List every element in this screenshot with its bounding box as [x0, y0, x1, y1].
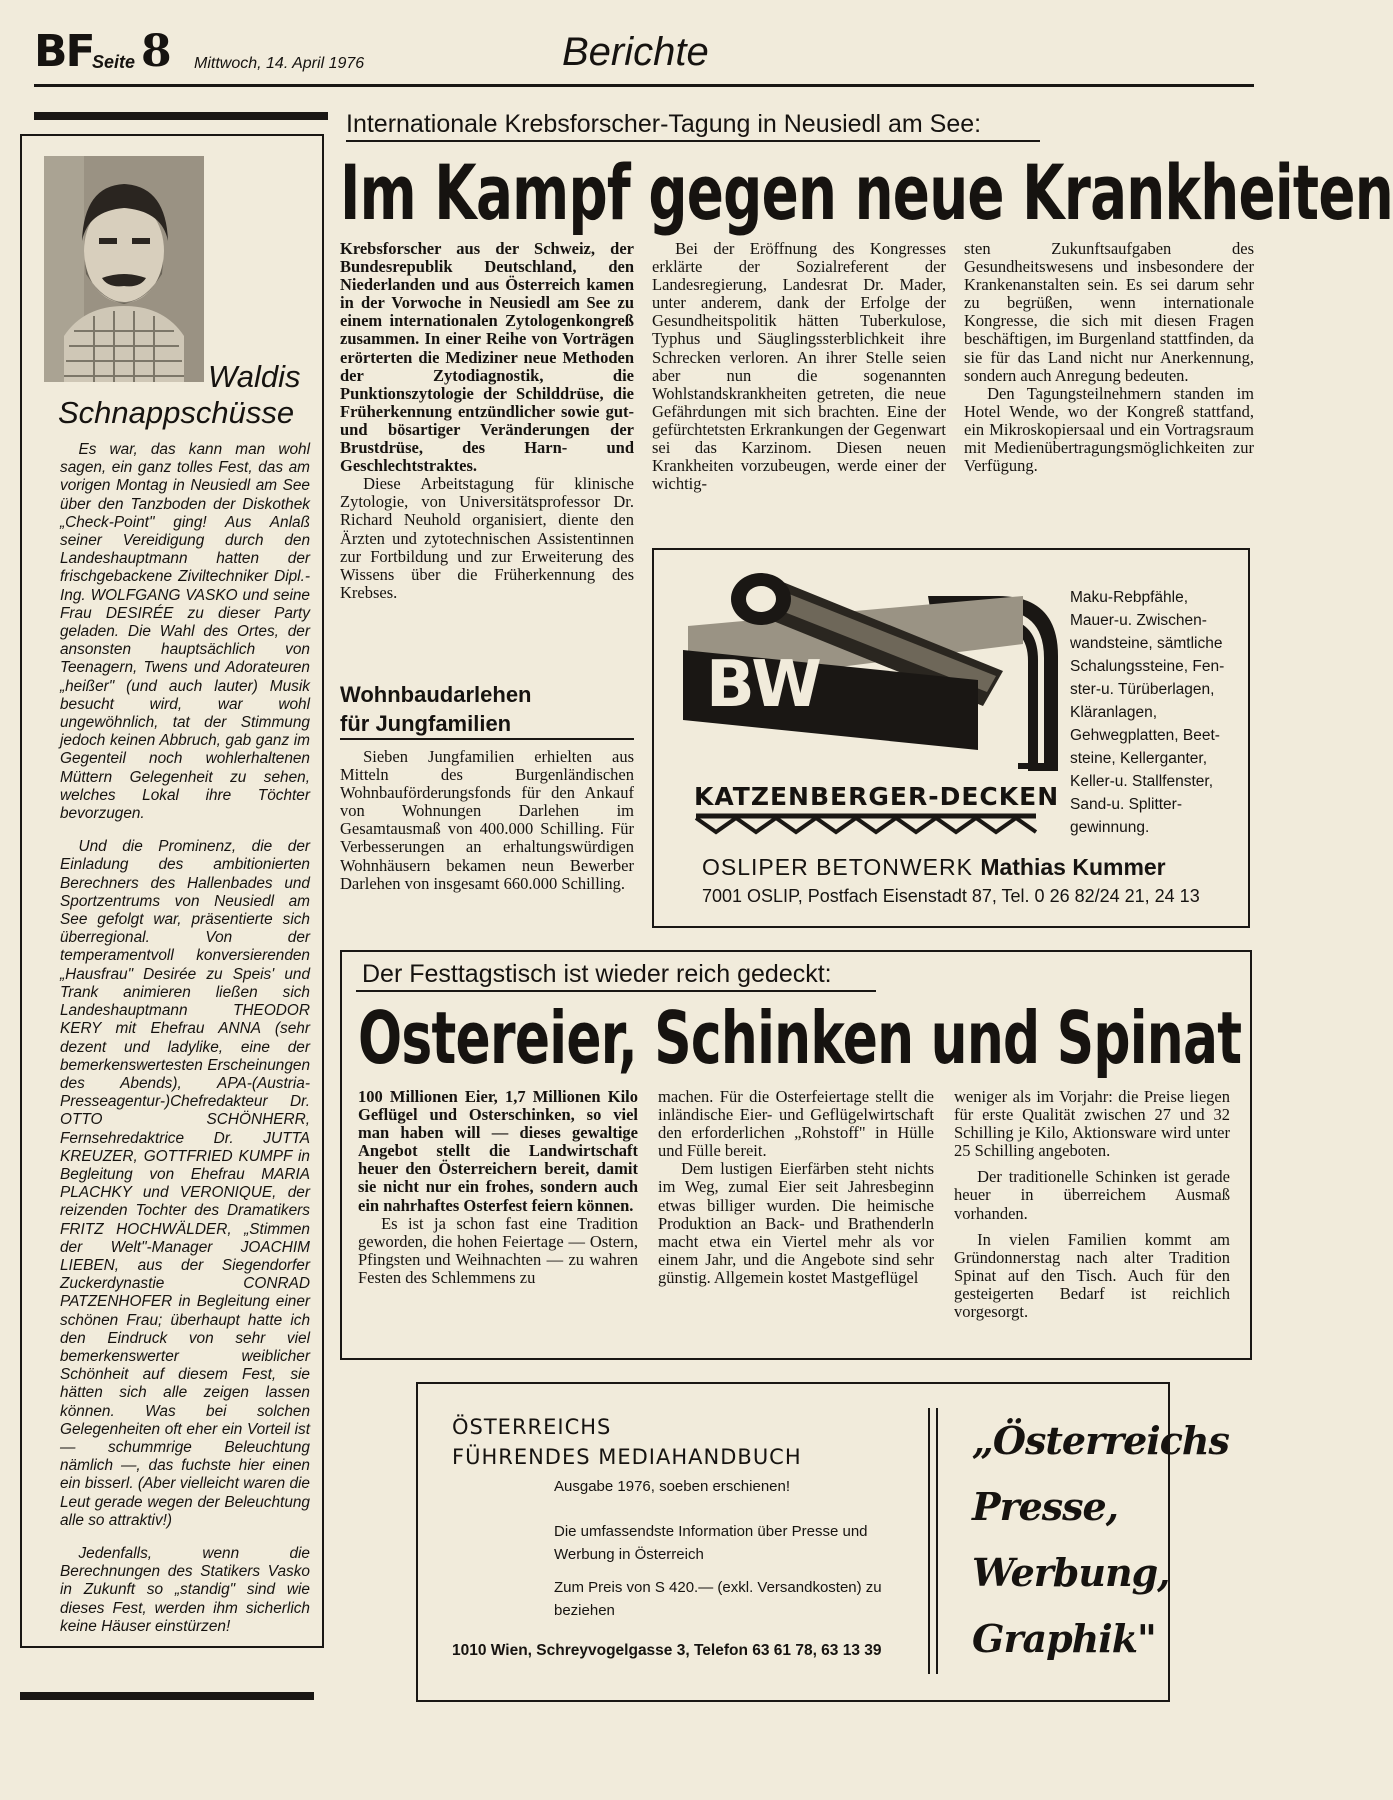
- article1-paragraph: Diese Arbeitstagung für klinische Zytologie, von Universitätsprofessor Dr. Richard Neuhold organisiert, diente den Ärzten und zytotechnischen Assistentinnen zur Fortbildung und zur Erweiterung des Wissens über die Früherkennung des Krebses.: [340, 474, 634, 602]
- paper-logo: BF: [34, 26, 94, 77]
- media-address: 1010 Wien, Schreyvogelgasse 3, Telefon 63 61 78, 63 13 39: [452, 1642, 882, 1659]
- article1-paragraph: Bei der Eröffnung des Kongresses erklärte der Sozialreferent der Landesregierung, Landesrat Dr. Mader, unter anderem, dank der Erfolge der Gesundheitspolitik hätten Tuberkulose, Typhus und Säuglingssterblichkeit ihre Schrecken verloren. An ihrer Stelle seien aber nun die sogenannten Wohlstandskrankheiten getreten, die neue Gefährdungen mit sich brachten. Eine der gefürchtetsten Erkrankungen der Gegenwart sei das Karzinom. Diesen neuen Krankheiten vorzubeugen, werde einer der wichtig-: [652, 239, 946, 494]
- brief-text: Sieben Jungfamilien erhielten aus Mitteln des Burgenländischen Wohnbauförderungsfonds für den Ankauf von Wohnungen Darlehen im Gesamtausmaß von 400.000 Schilling. Für Verbesserungen an erhaltungswürdigen Wohnhäusern bekamen neun Bewerber Darlehen von insgesamt 660.000 Schilling.: [340, 747, 634, 893]
- media-edition: Ausgabe 1976, soeben erschienen!: [554, 1478, 791, 1495]
- bw-company-prefix: OSLIPER BETONWERK: [702, 854, 973, 880]
- article2-kicker: Der Festtagstisch ist wieder reich gedeckt:: [362, 960, 832, 988]
- article2-paragraph: Dem lustigen Eierfärben steht nichts im Weg, zumal Eier seit Jahresbeginn etwas billiger wurden. Die heimische Produktion an Back- und Brathenderln macht etwa ein Viertel mehr als vor einem Jahr, und die Angebote sind sehr günstig. Allgemein kostet Mastgeflügel: [658, 1159, 934, 1287]
- bw-company: [702, 854, 1166, 881]
- media-title-line1: ÖSTERREICHS: [452, 1415, 612, 1439]
- column-body: [60, 441, 310, 1651]
- brief-rule: [340, 738, 634, 740]
- bw-product: Kläranlagen,: [1070, 704, 1158, 721]
- article1-col2: [652, 240, 946, 493]
- media-slogan-line: Werbung,: [972, 1550, 1170, 1595]
- article2-paragraph: weniger als im Vorjahr: die Preise liegen für erste Qualität zwischen 27 und 32 Schilling je Kilo, Aktionsware wird unter 25 Schilling angeboten.: [954, 1087, 1230, 1161]
- article2-paragraph: machen. Für die Osterfeiertage stellt die inländische Eier- und Geflügelwirtschaft den erforderlichen „Rohstoff" in Hülle und Fülle bereit.: [658, 1087, 934, 1161]
- bw-brand: KATZENBERGER-DECKEN: [694, 782, 1060, 811]
- article2-paragraph: Der traditionelle Schinken ist gerade heuer in überreichem Ausmaß vorhanden.: [954, 1167, 1230, 1223]
- article2-lead: 100 Millionen Eier, 1,7 Millionen Kilo Geflügel und Osterschinken, so viel man haben will — dieses gewaltige Angebot stellt die Landwirtschaft heuer den Österreichern bereit, damit sie nicht nur ein frohes, sondern auch ein nahrhaftes Osterfest feiern können.: [358, 1087, 638, 1215]
- bw-product: Gehwegplatten, Beet-: [1070, 727, 1220, 744]
- media-slogan-line: Graphik": [972, 1616, 1156, 1661]
- column-bottom-bar: [20, 1692, 314, 1700]
- article1-paragraph: sten Zukunftsaufgaben des Gesundheitswesens und insbesondere der Krankenanstalten sein. Es sei darum sehr zu begrüßen, wenn internationale Kongresse, die sich mit diesen Fragen beschäftigen, im Burgenland stattfinden, da sie für das Land nicht nur Anerkennung, sondern auch Anregung bedeuten.: [964, 239, 1254, 385]
- bw-logo-graphic: [678, 566, 1066, 780]
- bw-product: ster-u. Türüberlagen,: [1070, 681, 1215, 698]
- bw-product: wandsteine, sämtliche: [1070, 635, 1223, 652]
- bw-product-list: [1070, 586, 1250, 839]
- article1-paragraph: Den Tagungsteilnehmern standen im Hotel Wende, wo der Kongreß stattfand, ein Mikroskopiersaal und ein Vortragsraum mit Medienübertragungsmöglichkeiten zur Verfügung.: [964, 383, 1254, 476]
- article2-kicker-rule: [356, 990, 876, 992]
- bw-product: Sand-u. Splitter-: [1070, 796, 1182, 813]
- media-description: Die umfassendste Information über Presse und Werbung in Österreich: [554, 1523, 868, 1563]
- column-paragraph: Es war, das kann man wohl sagen, ein ganz tolles Fest, das am vorigen Montag in Neusiedl am See über den Tanzboden der Diskothek „Check-Point" ging! Aus Anlaß seiner Vereidigung durch den Landeshauptmann hatten der frischgebackene Ziviltechniker Dipl.-Ing. WOLFGANG VASKO und seine Frau DESIRÉE zu dieser Party geladen. Die Wahl des Ortes, der ansonsten hauptsächlich von Teenagern, Twens und Adorateuren „heißer" (und auch lauter) Musik besucht wird, war wohl ungewöhnlich, tat der Stimmung jedoch keinen Abbruch, gab ganz im Gegenteil noch wohlerhaltenen Müttern Gelegenheit zu sehen, welches Lokal ihre Töchter bevorzugen.: [60, 441, 310, 823]
- bw-address: 7001 OSLIP, Postfach Eisenstadt 87, Tel. 0 26 82/24 21, 24 13: [702, 886, 1200, 906]
- media-title: [452, 1412, 802, 1472]
- article1-kicker: Internationale Krebsforscher-Tagung in Neusiedl am See:: [346, 110, 982, 138]
- bw-product: Maku-Rebpfähle,: [1070, 589, 1189, 606]
- masthead-rule: [34, 84, 1254, 87]
- media-divider: [928, 1408, 930, 1674]
- author-photo: [44, 156, 204, 382]
- media-title-line2: FÜHRENDES MEDIAHANDBUCH: [452, 1445, 802, 1469]
- article1-headline: Im Kampf gegen neue Krankheiten: [340, 148, 1393, 237]
- article1-kicker-rule: [346, 140, 1040, 142]
- bw-product: Keller-u. Stallfenster,: [1070, 773, 1214, 790]
- brief-body: [340, 748, 634, 893]
- media-price: Zum Preis von S 420.— (exkl. Versandkosten) zu beziehen: [554, 1579, 882, 1619]
- media-slogan-line: „Österreichs: [972, 1418, 1229, 1463]
- brief-headline-line2: für Jungfamilien: [340, 711, 512, 736]
- media-slogan: [972, 1408, 1229, 1672]
- article2-col1: [358, 1088, 638, 1287]
- bw-company-owner: Mathias Kummer: [980, 854, 1166, 880]
- bw-product: steine, Kellerganter,: [1070, 750, 1208, 767]
- bw-product: Mauer-u. Zwischen-: [1070, 612, 1207, 629]
- article2-col3: [954, 1088, 1230, 1321]
- issue-date: Mittwoch, 14. April 1976: [194, 55, 365, 72]
- column-paragraph: Jedenfalls, wenn die Berechnungen des Statikers Vasko in Zukunft so „standig" sind wie dieses Fest, werden ihm sicherlich keine Häuser einstürzen!: [60, 1544, 310, 1635]
- bw-logo-text: BW: [706, 648, 822, 722]
- section-title: Berichte: [562, 30, 709, 74]
- brief-headline: [340, 680, 632, 738]
- column-title-line2: Schnappschüsse: [58, 395, 295, 430]
- page-number: 8: [141, 26, 172, 77]
- article1-col1: [340, 240, 634, 602]
- article1-col3: [964, 240, 1254, 475]
- article2-col2: [658, 1088, 934, 1287]
- bw-zigzag: [696, 812, 1036, 836]
- page-label: Seite: [92, 52, 136, 72]
- column-paragraph: Und die Prominenz, die der Einladung des ambitionierten Berechners des Hallenbades und Sportzentrums von Neusiedl am See gefolgt war, präsentierte sich überregional. Von der temperamentvoll konversierenden „Hausfrau" Desirée zu Speis' und Trank animieren ließen sich Landeshauptmann THEODOR KERY mit Ehefrau ANNA (sehr dezent und ladylike, eine der bemerkenswertesten Erscheinungen des Abends), APA-(Austria-Presseagentur-)Chefredakteur Dr. OTTO SCHÖNHERR, Fernsehredaktrice Dr. JUTTA KREUZER, GOTTFRIED KUMPF in Begleitung von Ehefrau MARIA PLACHKY und VERONIQUE, der reizenden Tochter des Dramatikers FRITZ HOCHWÄLDER, „Stimmen der Welt"-Manager JOACHIM LIEBEN, aus der Siegendorfer Zuckerdynastie CONRAD PATZENHOFER in Begleitung einer schönen Frau; überhaupt hatte ich den Eindruck von sehr viel bemerkenswerter weiblicher Schönheit auf diesem Fest, sie hätten sich alle zeigen lassen können. Was bei solchen Gelegenheiten oft eher ein Vorteil ist — schummrige Beleuchtung nämlich —, das fuchste hier einen ein bisserl. (Aber vielleicht waren die Leut gerade wegen der Beleuchtung alle so attraktiv!): [60, 838, 310, 1529]
- media-slogan-line: Presse,: [972, 1484, 1118, 1529]
- media-divider: [936, 1408, 938, 1674]
- article2-paragraph: Es ist ja schon fast eine Tradition geworden, die hohen Feiertage — Ostern, Pfingsten und Weihnachten — zu wahren Festen des Schlemmens zu: [358, 1213, 638, 1287]
- article2-headline: Ostereier, Schinken und Spinat: [358, 996, 1242, 1080]
- article1-lead: Krebsforscher aus der Schweiz, der Bundesrepublik Deutschland, den Niederlanden und aus Österreich kamen in der Vorwoche in Neusiedl am See zu einem internationalen Zytologenkongreß zusammen. In einer Reihe von Vorträgen erörterten die Mediziner neue Methoden der Zytodiagnostik, die Punktionszytologie der Schilddrüse, die Früherkennung entzündlicher sowie gut- und bösartiger Veränderungen der Brustdrüse, des Harn- und Geschlechtstraktes.: [340, 239, 634, 476]
- bw-product: Schalungssteine, Fen-: [1070, 658, 1225, 675]
- article2-paragraph: In vielen Familien kommt am Gründonnerstag nach alter Tradition Spinat auf den Tisch. Auch für den gesteigerten Bedarf ist reichlich vorgesorgt.: [954, 1229, 1230, 1322]
- bw-product: gewinnung.: [1070, 819, 1150, 836]
- brief-headline-line1: Wohnbaudarlehen: [340, 682, 532, 707]
- column-title-line1: Waldis: [208, 359, 301, 394]
- column-top-bar: [34, 112, 328, 120]
